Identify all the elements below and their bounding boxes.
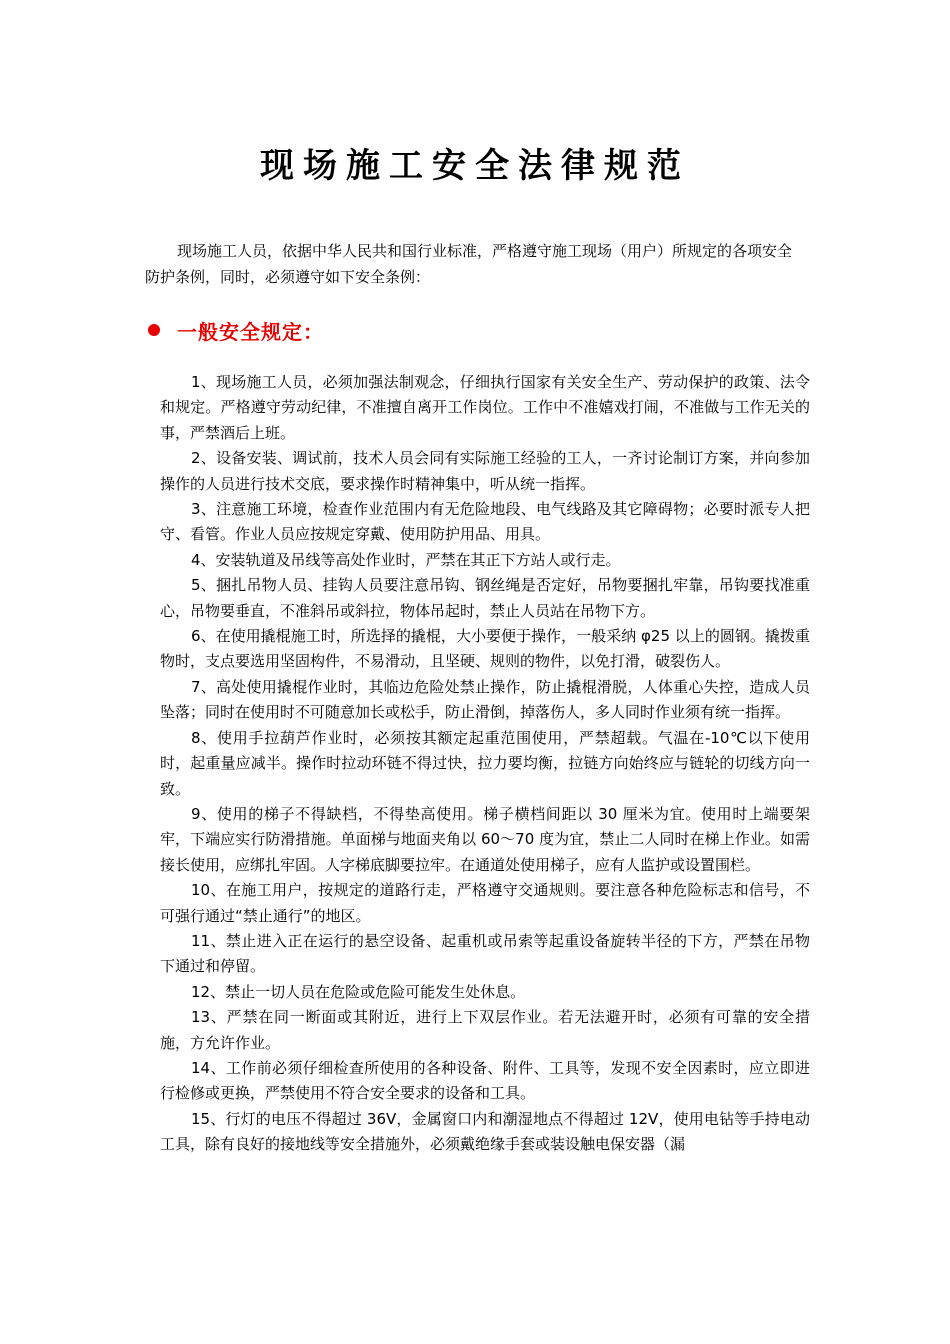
document-title: 现场施工安全法律规范 <box>260 146 690 186</box>
rule-item: 3、注意施工环境，检查作业范围内有无危险地段、电气线路及其它障碍物；必要时派专人把守、看管。作业人员应按规定穿戴、使用防护用品、用具。 <box>160 500 810 544</box>
rule-item: 7、高处使用撬棍作业时，其临边危险处禁止操作，防止撬棍滑脱，人体重心失控，造成人员坠落；同时在使用时不可随意加长或松手，防止滑倒，掉落伤人，多人同时作业须有统一指挥。 <box>160 677 810 722</box>
intro-paragraph: 现场施工人员，依据中华人民共和国行业标准，严格遵守施工现场（用户）所规定的各项安全防护条例，同时，必须遵守如下安全条例： <box>145 242 793 286</box>
rule-item: 1、现场施工人员，必须加强法制观念，仔细执行国家有关安全生产、劳动保护的政策、法令和规定。严格遵守劳动纪律，不准擅自离开工作岗位。工作中不准嬉戏打闹，不准做与工作无关的事，严禁酒后上班。 <box>160 373 810 442</box>
rule-item: 2、设备安装、调试前，技术人员会同有实际施工经验的工人，一齐讨论制订方案，并向参加操作的人员进行技术交底，要求操作时精神集中，听从统一指挥。 <box>160 449 810 493</box>
rule-item: 4、安装轨道及吊线等高处作业时，严禁在其正下方站人或行走。 <box>191 550 621 569</box>
rule-item: 14、工作前必须仔细检查所使用的各种设备、附件、工具等，发现不安全因素时，应立即进行检修或更换，严禁使用不符合安全要求的设备和工具。 <box>160 1058 810 1103</box>
section-heading <box>145 314 805 346</box>
rule-item: 9、使用的梯子不得缺档，不得垫高使用。梯子横档间距以 30 厘米为宜。使用时上端要架牢，下端应实行防滑措施。单面梯与地面夹角以 60～70 度为宜，禁止二人同时在梯上作业。如需接长使用，应绑扎牢固。人字梯底脚要拉牢。在通道处使用梯子，应有人监护或设置围栏。 <box>160 804 810 874</box>
bullet-dot-icon <box>148 324 160 336</box>
rule-item: 11、禁止进入正在运行的悬空设备、起重机或吊索等起重设备旋转半径的下方，严禁在吊物下通过和停留。 <box>160 931 810 976</box>
safety-rules-list <box>160 370 810 1158</box>
section-title: 一般安全规定： <box>177 319 324 344</box>
rule-item: 10、在施工用户，按规定的道路行走，严格遵守交通规则。要注意各种危险标志和信号，不可强行通过“禁止通行”的地区。 <box>160 881 810 925</box>
rule-item: 8、使用手拉葫芦作业时，必须按其额定起重范围使用，严禁超载。气温在-10℃以下使用时，起重量应减半。操作时拉动环链不得过快，拉力要均衡，拉链方向始终应与链轮的切线方向一致。 <box>160 728 810 798</box>
rule-item: 13、严禁在同一断面或其附近，进行上下双层作业。若无法避开时，必须有可靠的安全措施，方允许作业。 <box>160 1008 810 1052</box>
rule-item: 15、行灯的电压不得超过 36V，金属窗口内和潮湿地点不得超过 12V，使用电钻等手持电动工具，除有良好的接地线等安全措施外，必须戴绝缘手套或装设触电保安器（漏 <box>160 1109 810 1154</box>
rule-item: 12、禁止一切人员在危险或危险可能发生处休息。 <box>191 982 526 1001</box>
rule-item: 5、捆扎吊物人员、挂钩人员要注意吊钩、钢丝绳是否定好，吊物要捆扎牢靠，吊钩要找准重心，吊物要垂直，不准斜吊或斜拉，物体吊起时，禁止人员站在吊物下方。 <box>160 576 810 620</box>
rule-item: 6、在使用撬棍施工时，所选择的撬棍，大小要便于操作，一般采纳 φ25 以上的圆钢。撬拨重物时，支点要选用坚固构件，不易滑动，且坚硬、规则的物件，以免打滑，破裂伤人。 <box>160 627 810 671</box>
